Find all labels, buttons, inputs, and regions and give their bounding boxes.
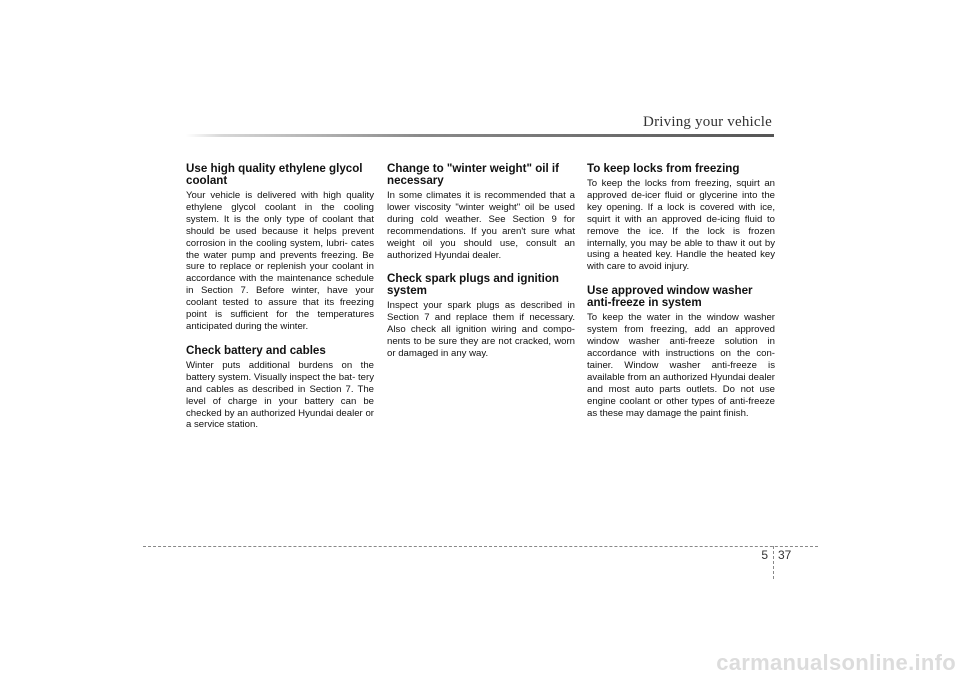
section-coolant: [186, 163, 374, 333]
column-1: [186, 163, 374, 443]
header-rule: [186, 134, 774, 137]
page-number: 37: [778, 548, 792, 562]
column-2: [387, 163, 575, 372]
page-number-divider: [773, 546, 774, 579]
section-body: To keep the water in the window washer system from freezing, add an approved window washer anti-freeze solution in accordance with instructions on the con- tainer. Window washer anti-freeze is available from an authorized Hyundai dealer and most auto parts outlets. Do not use engine coolant or other types of anti-freeze as these may damage the paint finish.: [587, 312, 775, 419]
chapter-number: 5: [761, 548, 768, 562]
section-body: In some climates it is recommended that a lower viscosity "winter weight" oil be used during cold weather. See Section 9 for recommendations. If you aren't sure what weight oil you should use, consult an authorized Hyundai dealer.: [387, 190, 575, 261]
section-body: Your vehicle is delivered with high quality ethylene glycol coolant in the cooling system. It is the only type of coolant that should be used because it helps prevent corrosion in the cooling system, lubri- cates the water pump and prevents freezing. Be sure to replace or replenish your coolant in accordance with the maintenance schedule in Section 7. Before winter, have your coolant tested to assure that its freezing point is sufficient for the temperatures anticipated during the winter.: [186, 190, 374, 332]
section-washer: [587, 285, 775, 419]
section-heading: Check battery and cables: [186, 343, 326, 357]
section-heading: Check spark plugs and ignition system: [387, 272, 559, 298]
watermark: carmanualsonline.info: [716, 650, 956, 675]
footer-rule: [143, 546, 818, 547]
section-battery: [186, 345, 374, 431]
section-body: To keep the locks from freezing, squirt an approved de-icer fluid or glycerine into the key opening. If a lock is covered with ice, squirt it with an approved de-icing fluid to remove the ice. If the lock is frozen internally, you may be able to thaw it out by using a heated key. Handle the heated key with care to avoid injury.: [587, 178, 775, 273]
section-locks: [587, 163, 775, 273]
section-heading: To keep locks from freezing: [587, 162, 740, 175]
section-heading: Change to "winter weight" oil if necessary: [387, 162, 560, 187]
section-heading: Use high quality ethylene glycol coolant: [186, 162, 363, 187]
section-body: Inspect your spark plugs as described in Section 7 and replace them if necessary. Also check all ignition wiring and compo- nents to be sure they are not cracked, worn or damaged in any way.: [387, 300, 575, 360]
section-spark-plugs: [387, 273, 575, 360]
page-header-title: Driving your vehicle: [643, 114, 772, 130]
section-winter-oil: [387, 163, 575, 261]
section-body: Winter puts additional burdens on the battery system. Visually inspect the bat- tery and cables as described in Section 7. The level of charge in your battery can be checked by an authorized Hyundai dealer or a service station.: [186, 359, 374, 431]
section-heading: Use approved window washer anti-freeze in system: [587, 284, 753, 310]
column-3: [587, 163, 775, 431]
